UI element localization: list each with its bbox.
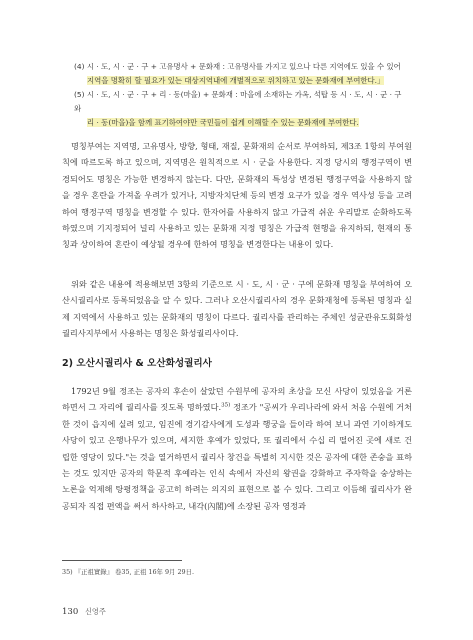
criterion-5-line-1: (5) 시 · 도, 시 · 군 · 구 + 리 · 동(마을) + 문화재 : 마을에 소재하는 가옥, 석탑 등 시 · 도, 시 · 군 · 구와 [74, 90, 402, 113]
footnote-divider [62, 560, 182, 561]
author-name: 신영주 [84, 607, 106, 616]
page-number: 130 [62, 607, 79, 617]
footnote-reference[interactable]: 35) [221, 402, 231, 409]
criterion-4-line-1: (4) 시 · 도, 시 · 군 · 구 + 고유명사 + 문화재 : 고유명사를 가지고 있으나 다른 지역에도 있을 수 있어 [74, 62, 401, 71]
naming-criteria-excerpt [74, 60, 406, 130]
criterion-5-line-2: 리 · 동(마을)을 함께 표기하여야만 국민들이 쉽게 이해할 수 있는 문화재에 부여한다. [87, 118, 359, 127]
footnote: 35) 『正祖實錄』 卷35, 正祖 16年 9月 29日. [62, 568, 195, 576]
page-footer [62, 607, 106, 617]
body-paragraph-3: 1792년 9월 정조는 공자의 후손이 살았던 수원부에 공자의 초상을 모신 사당이 있었음을 거론하면서 그 자리에 궐리사를 짓도록 명하였다.$^{35)}$ 정조가 "공씨가 우리나라에 와서 처음 수원에 거처한 것이 읍지에 실려 있고, 임진에 경기감사에게 도성과 행궁을 들이라 하여 보니 과연 기이하게도 사당이 있고 은행나무가 있으며, 세지한 후예가 있었다, 또 궐리에서 수십 리 떨어진 곳에 새로 건립한 영당이 있다."는 것을 열거하면서 궐리사 창건을 특별히 지시한 것은 공자에 대한 존숭을 표하는 것도 있지만 공자의 학문적 후예라는 인식 속에서 자신의 왕권을 강화하고 주자학을 숭상하는 노론을 억제해 탕평정책을 공고히 하려는 의지의 표현으로 볼 수 있다. 그리고 이듬해 궐리사가 완공되자 직접 편액을 써서 하사하고, 내각(內閣)에 소장된 공자 영정과 [62, 386, 413, 511]
criterion-4-line-2: 지역을 명확히 할 필요가 있는 대상지역내에 개별적으로 위치하고 있는 문화재에 부여한다.」 [87, 76, 385, 85]
body-paragraph-2: 위와 같은 내용에 적용해보면 3항의 기준으로 시 · 도, 시 · 군 · 구에 문화재 명칭을 부여하여 오산시궐리사로 등록되었음을 알 수 있다. 그러나 오산시궐리사의 경우 문화재청에 등록된 명칭과 실제 지역에서 사용하고 있는 문화재의 명칭이 다르다. 궐리사를 관리하는 주체인 성균관유도회화성궐리사지부에서 사용하는 명칭은 화성궐리사이다. [62, 279, 412, 339]
body-paragraph-1: 명칭부여는 지역명, 고유명사, 방향, 형태, 재질, 문화재의 순서로 부여하되, 제3조 1항의 부여원칙에 따르도록 하고 있으며, 지역명은 원칙적으로 시 · 군을 사용한다. 지정 당시의 행정구역이 변경되어도 명칭은 가능한 변경하지 않는다. 다만, 문화재의 특성상 변경된 행정구역을 사용하지 않을 경우 혼란을 가져올 우려가 있거나, 지방자치단체 등의 변경 요구가 있을 경우 역사성 등을 고려하여 행정구역 명칭을 변경할 수 있다. 한자어를 사용하지 않고 가급적 쉬운 우리말로 순화하도록 하였으며 기지정되어 널리 사용하고 있는 문화재 지정 명칭은 가급적 현행을 유지하되, 현재의 통칭과 상이하여 혼란이 예상될 경우에 한하여 명칭을 변경한다는 내용이 있다. [62, 141, 412, 250]
section-heading: 2) 오산시궐리사 & 오산화성궐리사 [62, 358, 212, 369]
